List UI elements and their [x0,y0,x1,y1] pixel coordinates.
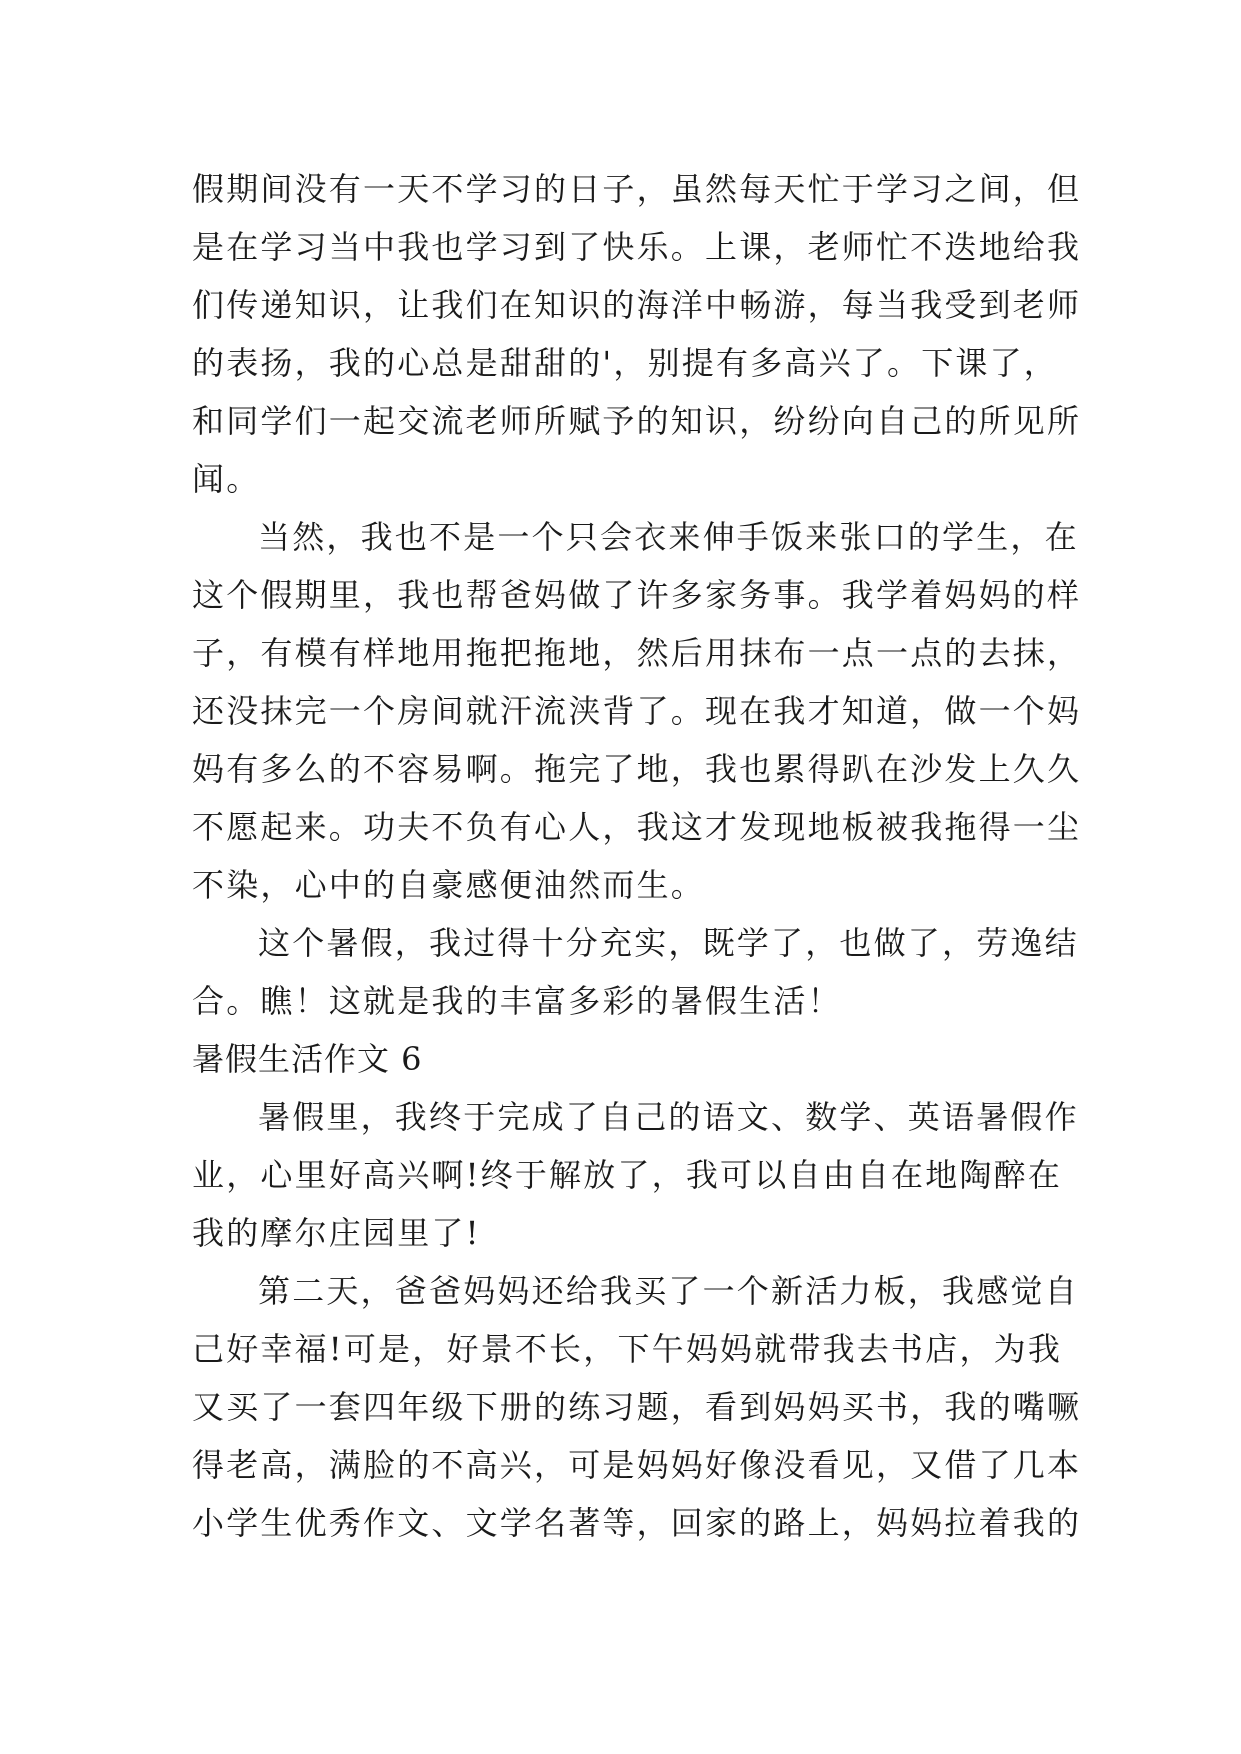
text-line: 这个暑假，我过得十分充实，既学了，也做了，劳逸结 [258,924,1079,962]
text-line: 当然，我也不是一个只会衣来伸手饭来张口的学生，在 [258,518,1079,556]
text-line: 和同学们一起交流老师所赋予的知识，纷纷向自己的所见所 [192,402,1082,440]
text-line: 第二天，爸爸妈妈还给我买了一个新活力板，我感觉自 [258,1272,1079,1310]
document-body [192,160,1082,1552]
text-line: 我的摩尔庄园里了! [192,1214,481,1252]
text-line: 又买了一套四年级下册的练习题，看到妈妈买书，我的嘴噘 [192,1388,1082,1426]
text-line: 不染，心中的自豪感便油然而生。 [192,866,706,904]
paragraph [192,1262,1082,1552]
paragraph [192,160,1082,508]
text-line: 是在学习当中我也学习到了快乐。上课，老师忙不迭地给我 [192,228,1082,266]
text-line: 小学生优秀作文、文学名著等，回家的路上，妈妈拉着我的 [192,1504,1082,1542]
text-line: 暑假里，我终于完成了自己的语文、数学、英语暑假作 [258,1098,1079,1136]
text-line: 的表扬，我的心总是甜甜的'，别提有多高兴了。下课了， [192,344,1058,382]
text-line: 还没抹完一个房间就汗流浃背了。现在我才知道，做一个妈 [192,692,1082,730]
text-line: 业，心里好高兴啊!终于解放了，我可以自由自在地陶醉在 [192,1156,1063,1194]
paragraph [192,1088,1079,1262]
text-line: 己好幸福!可是，好景不长，下午妈妈就带我去书店，为我 [192,1330,1063,1368]
text-line: 们传递知识，让我们在知识的海洋中畅游，每当我受到老师 [192,286,1082,324]
paragraph [192,508,1082,914]
paragraph [192,914,1079,1030]
text-line: 得老高，满脸的不高兴，可是妈妈好像没看见，又借了几本 [192,1446,1082,1484]
text-line: 闻。 [192,460,261,498]
section-heading [192,1030,1054,1088]
text-line: 子，有模有样地用拖把拖地，然后用抹布一点一点的去抹， [192,634,1082,672]
text-line: 合。瞧！这就是我的丰富多彩的暑假生活！ [192,982,842,1020]
text-line: 不愿起来。功夫不负有心人，我这才发现地板被我拖得一尘 [192,808,1082,846]
text-line: 这个假期里，我也帮爸妈做了许多家务事。我学着妈妈的样 [192,576,1082,614]
heading-text: 暑假生活作文 6 [192,1040,423,1078]
text-line: 假期间没有一天不学习的日子，虽然每天忙于学习之间，但 [192,170,1082,208]
text-line: 妈有多么的不容易啊。拖完了地，我也累得趴在沙发上久久 [192,750,1082,788]
